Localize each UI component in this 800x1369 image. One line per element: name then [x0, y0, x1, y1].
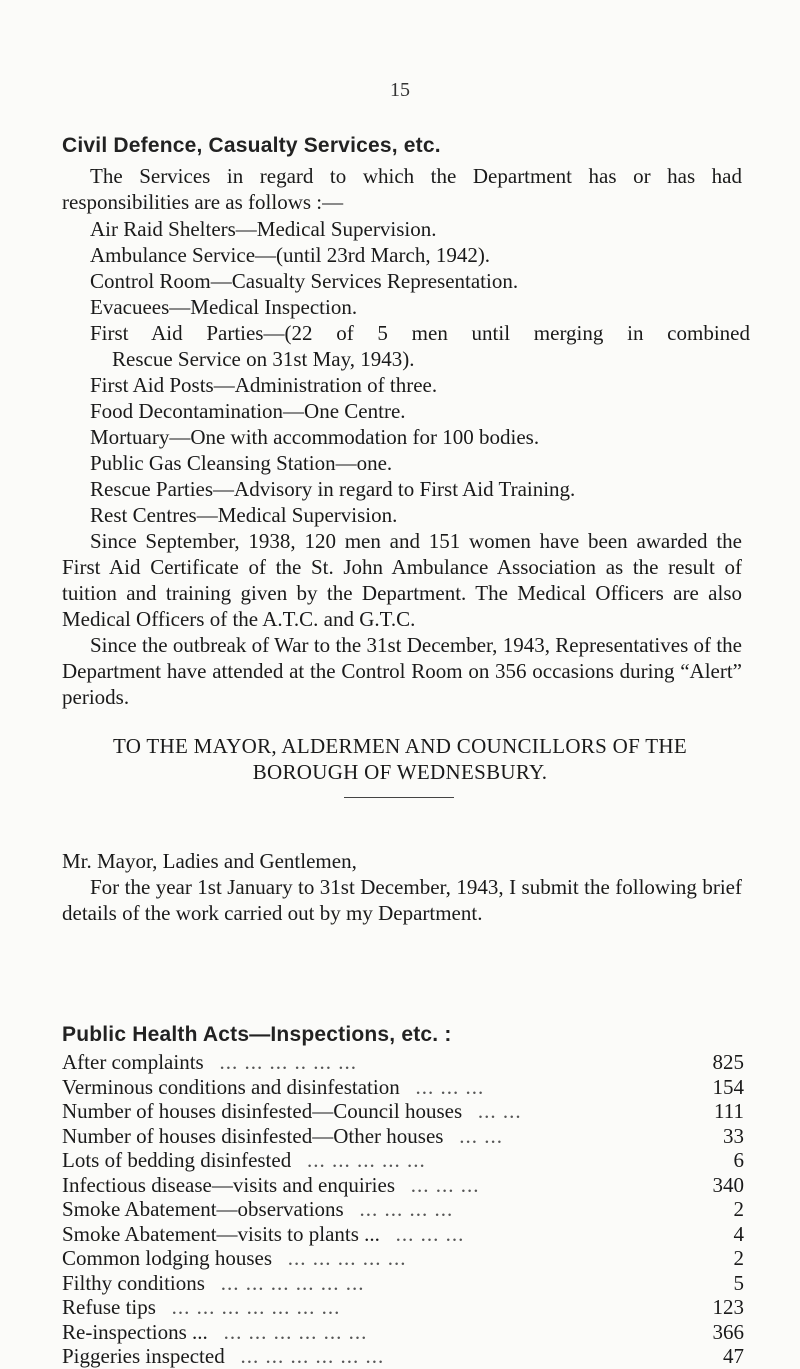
list-item: Rescue Parties—Advisory in regard to First Aid Training.: [90, 477, 576, 501]
row-label-cell: [62, 1173, 674, 1198]
leader-dots: ... ... ... ... ... ...: [220, 1270, 365, 1295]
row-label-cell: [62, 1295, 674, 1320]
list-item: Evacuees—Medical Inspection.: [90, 295, 358, 319]
leader-dots: ... ... ...: [395, 1221, 465, 1246]
row-label-cell: [62, 1075, 674, 1100]
row-label-cell: [62, 1050, 674, 1075]
leader-dots: ... ... ... ... ... ...: [240, 1344, 385, 1368]
list-item: Ambulance Service—(until 23rd March, 1942).: [90, 243, 491, 267]
table-row: [62, 1124, 744, 1149]
leader-dots: ... ... ...: [415, 1074, 485, 1099]
row-value: 111: [714, 1099, 744, 1123]
table-row: [62, 1344, 744, 1369]
row-label: Lots of bedding disinfested: [62, 1148, 292, 1172]
row-label-cell: [62, 1124, 674, 1149]
row-label-cell: [62, 1197, 674, 1222]
leader-dots: ... ... ... ... ... ... ...: [171, 1295, 341, 1319]
divider: [344, 797, 454, 798]
table-row: [62, 1148, 744, 1173]
row-value: 2: [733, 1246, 744, 1270]
row-value: 6: [733, 1148, 744, 1172]
first-aid-paragraph: Since September, 1938, 120 men and 151 women have been awarded the First Aid Certificate of the St. John Ambulance Association as the result of tuition and training given by the Department. The Medical Officers are also Medical Officers of the A.T.C. and G.T.C.: [62, 529, 742, 631]
row-label: Piggeries inspected: [62, 1344, 225, 1368]
row-value: 825: [712, 1050, 744, 1074]
leader-dots: ... ... ... ... ...: [306, 1148, 426, 1172]
row-label: Refuse tips: [62, 1295, 156, 1319]
public-health-heading: Public Health Acts—Inspections, etc. :: [62, 1023, 452, 1046]
table-row: [62, 1271, 744, 1296]
row-label: Verminous conditions and disinfestation: [62, 1074, 400, 1099]
table-row: [62, 1320, 744, 1345]
row-value: 4: [733, 1221, 744, 1246]
row-label: Number of houses disinfested—Other houses: [62, 1123, 444, 1148]
row-value: 2: [733, 1197, 744, 1221]
row-value: 366: [712, 1319, 744, 1344]
table-row: [62, 1173, 744, 1198]
row-label-cell: [62, 1148, 674, 1173]
row-label: Re-inspections ...: [62, 1319, 208, 1344]
row-label-cell: [62, 1271, 674, 1296]
list-item-continuation: Rescue Service on 31st May, 1943).: [112, 347, 415, 371]
list-item: Control Room—Casualty Services Representation.: [90, 269, 519, 293]
row-value: 47: [723, 1344, 744, 1368]
row-label-cell: [62, 1099, 674, 1124]
row-label-cell: [62, 1344, 674, 1369]
row-label-cell: [62, 1320, 674, 1345]
address-line-1: TO THE MAYOR, ALDERMEN AND COUNCILLORS OF THE: [113, 734, 687, 758]
list-item: Mortuary—One with accommodation for 100 bodies.: [90, 425, 540, 449]
leader-dots: ... ... ... ... ... ...: [223, 1319, 368, 1344]
table-row: [62, 1222, 744, 1247]
table-row: [62, 1050, 744, 1075]
leader-dots: ... ... ...: [410, 1172, 480, 1197]
table-row: [62, 1246, 744, 1271]
row-label: Number of houses disinfested—Council houses: [62, 1099, 463, 1123]
list-item: First Aid Posts—Administration of three.: [90, 373, 438, 397]
submission-paragraph: For the year 1st January to 31st December, 1943, I submit the following brief details of the work carried out by my Department.: [62, 875, 742, 925]
row-value: 33: [723, 1123, 744, 1148]
page-number: 15: [390, 79, 410, 101]
row-value: 154: [712, 1074, 744, 1099]
row-label: After complaints: [62, 1050, 204, 1074]
row-label: Smoke Abatement—observations: [62, 1197, 344, 1221]
row-label-cell: [62, 1222, 674, 1247]
row-value: 5: [733, 1270, 744, 1295]
address-line-2: BOROUGH OF WEDNESBURY.: [252, 760, 548, 784]
table-row: [62, 1099, 744, 1124]
row-value: 123: [712, 1295, 744, 1319]
civil-defence-intro: The Services in regard to which the Department has or has had responsibilities are as follows :—: [62, 164, 742, 214]
list-item: Food Decontamination—One Centre.: [90, 399, 406, 423]
row-label: Filthy conditions: [62, 1270, 205, 1295]
list-item: Public Gas Cleansing Station—one.: [90, 451, 393, 475]
row-value: 340: [712, 1172, 744, 1197]
inspections-table: [62, 1050, 744, 1369]
control-room-paragraph: Since the outbreak of War to the 31st December, 1943, Representatives of the Department have attended at the Control Room on 356 occasions during “Alert” periods.: [62, 633, 742, 709]
salutation: Mr. Mayor, Ladies and Gentlemen,: [62, 849, 357, 873]
row-label: Infectious disease—visits and enquiries: [62, 1172, 396, 1197]
leader-dots: ... ... ... ... ...: [287, 1246, 407, 1270]
leader-dots: ... ... ... .. ... ...: [219, 1050, 357, 1074]
table-row: [62, 1075, 744, 1100]
list-item: First Aid Parties—(22 of 5 men until merging in combined: [90, 321, 750, 345]
table-row: [62, 1197, 744, 1222]
list-item: Rest Centres—Medical Supervision.: [90, 503, 398, 527]
civil-defence-heading: Civil Defence, Casualty Services, etc.: [62, 134, 441, 157]
list-item: Air Raid Shelters—Medical Supervision.: [90, 217, 437, 241]
leader-dots: ... ... ... ...: [359, 1197, 454, 1221]
table-row: [62, 1295, 744, 1320]
row-label-cell: [62, 1246, 674, 1271]
leader-dots: ... ...: [459, 1123, 503, 1148]
leader-dots: ... ...: [477, 1099, 522, 1123]
row-label: Common lodging houses: [62, 1246, 273, 1270]
row-label: Smoke Abatement—visits to plants ...: [62, 1221, 380, 1246]
